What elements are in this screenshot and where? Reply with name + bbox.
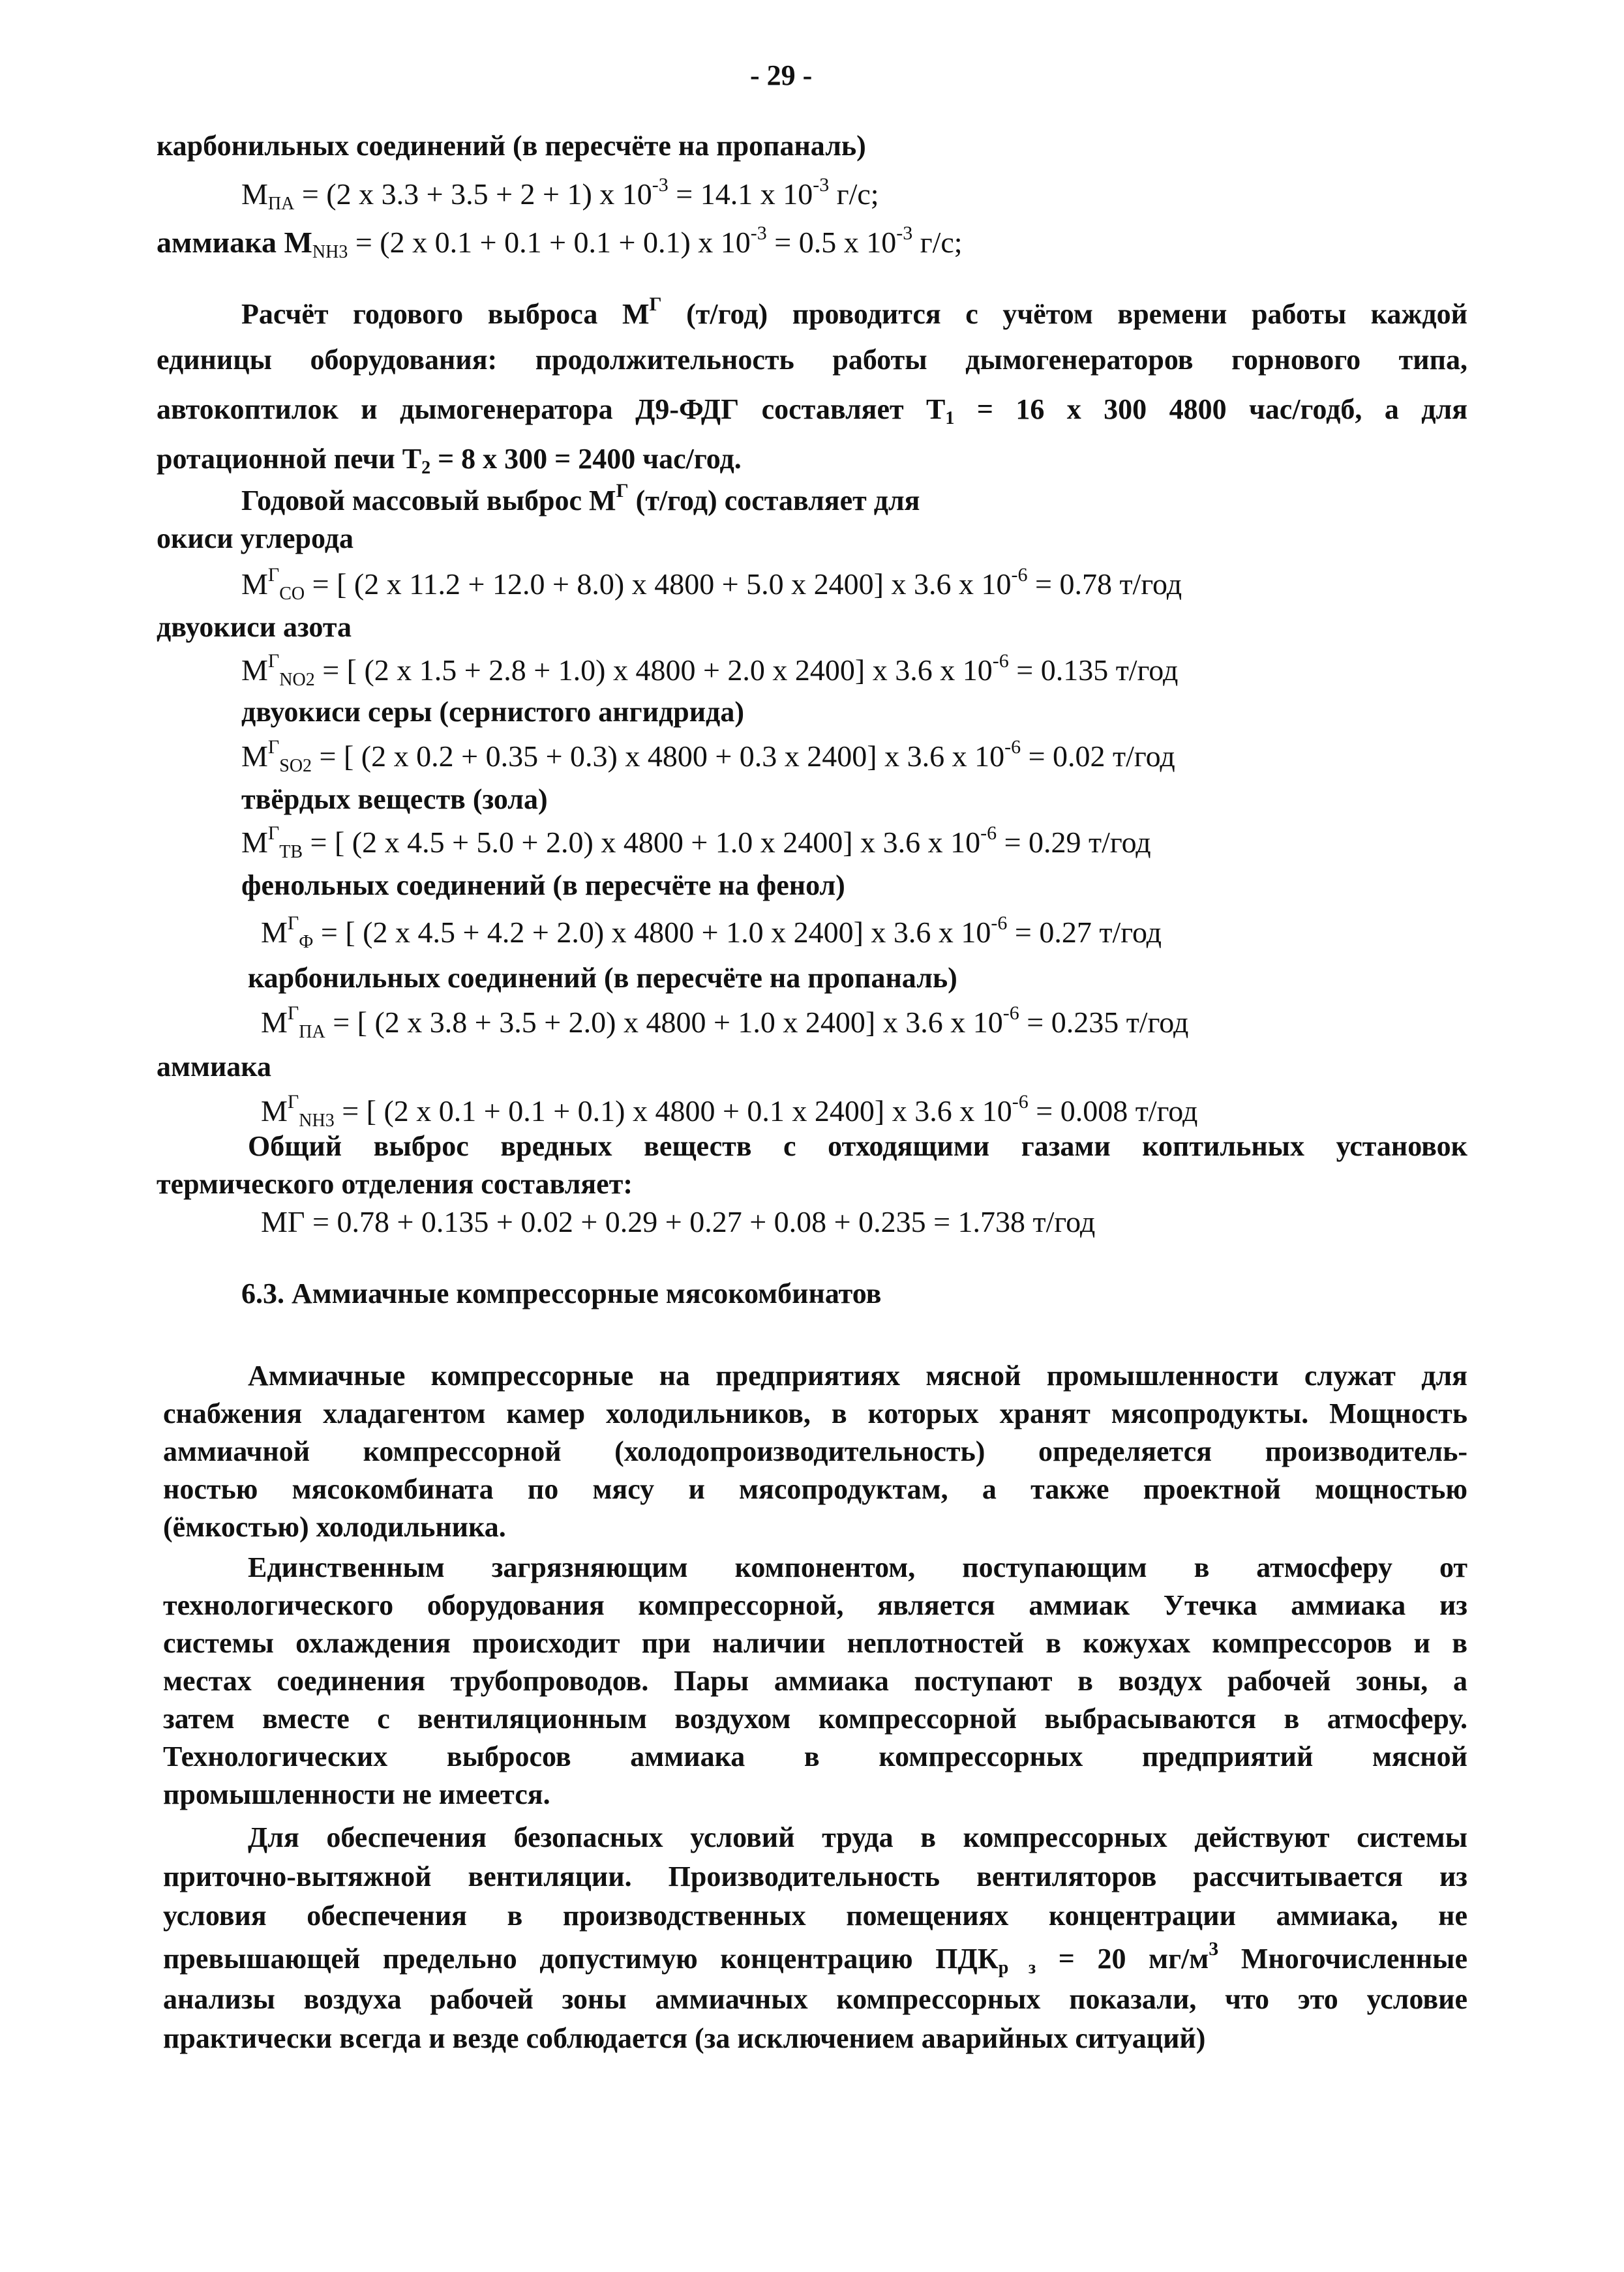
pollutant-label: окиси углерода — [157, 522, 354, 554]
para2-line: промышленности не имеется. — [163, 1778, 550, 1810]
annual-mass-intro: Годовой массовый выброс $M^Г$ (т/год) составляет для — [241, 480, 920, 516]
para3-line: анализы воздуха рабочей зоны аммиачных компрессорных показали, что это условие — [163, 1983, 1467, 2015]
annual-equation: $M^Г_{ТВ}$ = [ (2 x 4.5 + 5.0 + 2.0) x 4800 + 1.0 x 2400] x 3.6 x $10^{-6} = 0.29$ т/год — [241, 822, 1151, 862]
annual-equation: $M^Г_{NO2}$ = [ (2 x 1.5 + 2.8 + 1.0) x 4800 + 2.0 x 2400] x 3.6 x $10^{-6} = 0.135$ т/год — [241, 650, 1179, 690]
para3-line: практически всегда и везде соблюдается (за исключением аварийных ситуаций) — [163, 2022, 1206, 2054]
para1-line: (ёмкостью) холодильника. — [163, 1511, 506, 1543]
para1-line: ностью мясокомбината по мясу и мясопродуктам, а также проектной мощностью — [163, 1473, 1467, 1505]
pollutant-label: двуокиси серы (сернистого ангидрида) — [241, 696, 744, 728]
section-heading: 6.3. Аммиачные компрессорные мясокомбинатов — [241, 1278, 882, 1309]
para1-line: Аммиачные компрессорные на предприятиях мясной промышленности служат для — [248, 1360, 1467, 1392]
total-text-line: термического отделения составляет: — [157, 1168, 633, 1200]
para1-line: снабжения хладагентом камер холодильников, в которых хранят мясопродукты. Мощность — [163, 1398, 1467, 1429]
annual-para-line: Расчёт годового выброса $M^Г$ (т/год) проводится с учётом времени работы каждой — [241, 293, 1467, 330]
total-equation: MГ = 0.78 + 0.135 + 0.02 + 0.29 + 0.27 + 0.08 + 0.235 = 1.738 т/год — [261, 1205, 1096, 1238]
para3-line: условия обеспечения в производственных помещениях концентрации аммиака, не — [163, 1900, 1467, 1932]
pollutant-label: аммиака — [157, 1051, 271, 1083]
annual-equation: $M^Г_{SO2}$ = [ (2 x 0.2 + 0.35 + 0.3) x 4800 + 0.3 x 2400] x 3.6 x $10^{-6} = 0.02$ т/год — [241, 736, 1175, 776]
para2-line: технологического оборудования компрессорной, является аммиак Утечка аммиака из — [163, 1589, 1467, 1621]
para2-line: затем вместе с вентиляционным воздухом компрессорной выбрасываются в атмосферу. — [163, 1703, 1467, 1735]
pollutant-label: карбонильных соединений (в пересчёте на пропаналь) — [248, 962, 957, 994]
annual-para-line: автокоптилок и дымогенератора Д9-ФДГ составляет $T_1 = 16$ x 300 4800 час/годб, а для — [157, 393, 1468, 428]
para1-line: аммиачной компрессорной (холодопроизводительность) определяется производитель- — [163, 1435, 1467, 1467]
pollutant-label: твёрдых веществ (зола) — [241, 783, 548, 815]
annual-para-line: единицы оборудования: продолжительность работы дымогенераторов горнового типа, — [157, 344, 1467, 376]
total-text-line: Общий выброс вредных веществ с отходящими газами коптильных установок — [248, 1130, 1467, 1162]
para2-line: системы охлаждения происходит при наличии неплотностей в кожухах компрессоров и в — [163, 1627, 1467, 1659]
page-number: - 29 - — [750, 59, 813, 91]
annual-equation: $M^Г_{CO}$ = [ (2 x 11.2 + 12.0 + 8.0) x 4800 + 5.0 x 2400] x 3.6 x $10^{-6} = 0.78$ т/год — [241, 564, 1182, 604]
para3-line: превышающей предельно допустимую концентрацию $ПДК_{р з} = 20$ $мг/м^3$ Многочисленные — [163, 1938, 1467, 1978]
equation-mpa-seconds: $M_{ПА} = (2$ x 3.3 + 3.5 + 2 + 1) x $10^{-3} = 14.1$ x $10^{-3}$ г/с; — [241, 174, 879, 214]
para2-line: Единственным загрязняющим компонентом, поступающим в атмосферу от — [248, 1551, 1467, 1583]
annual-equation: $M^Г_{ПА}$ = [ (2 x 3.8 + 3.5 + 2.0) x 4800 + 1.0 x 2400] x 3.6 x $10^{-6} = 0.235$ т/год — [261, 1002, 1189, 1042]
para2-line: местах соединения трубопроводов. Пары аммиака поступают в воздух рабочей зоны, а — [163, 1665, 1467, 1697]
para3-line: приточно-вытяжной вентиляции. Производительность вентиляторов рассчитывается из — [163, 1861, 1467, 1892]
para3-line: Для обеспечения безопасных условий труда в компрессорных действуют системы — [248, 1821, 1467, 1853]
para2-line: Технологических выбросов аммиака в компрессорных предприятий мясной — [163, 1741, 1467, 1772]
annual-para-line: ротационной печи $T_2 = 8$ x 300 = 2400 час/год. — [157, 443, 742, 478]
annual-equation: $M^Г_Ф$ = [ (2 x 4.5 + 4.2 + 2.0) x 4800 + 1.0 x 2400] x 3.6 x $10^{-6} = 0.27$ т/год — [261, 912, 1162, 952]
carbonyl-label: карбонильных соединений (в пересчёте на пропаналь) — [157, 130, 866, 162]
annual-equation: $M^Г_{NH3}$ = [ (2 x 0.1 + 0.1 + 0.1) x 4800 + 0.1 x 2400] x 3.6 x $10^{-6} = 0.008$ т/год — [261, 1091, 1198, 1131]
equation-mnh3-seconds: аммиака $M_{NH3} = (2$ x 0.1 + 0.1 + 0.1 + 0.1) x $10^{-3} = 0.5$ x $10^{-3}$ г/с; — [157, 222, 963, 262]
pollutant-label: фенольных соединений (в пересчёте на фенол) — [241, 869, 845, 901]
pollutant-label: двуокиси азота — [157, 611, 352, 643]
